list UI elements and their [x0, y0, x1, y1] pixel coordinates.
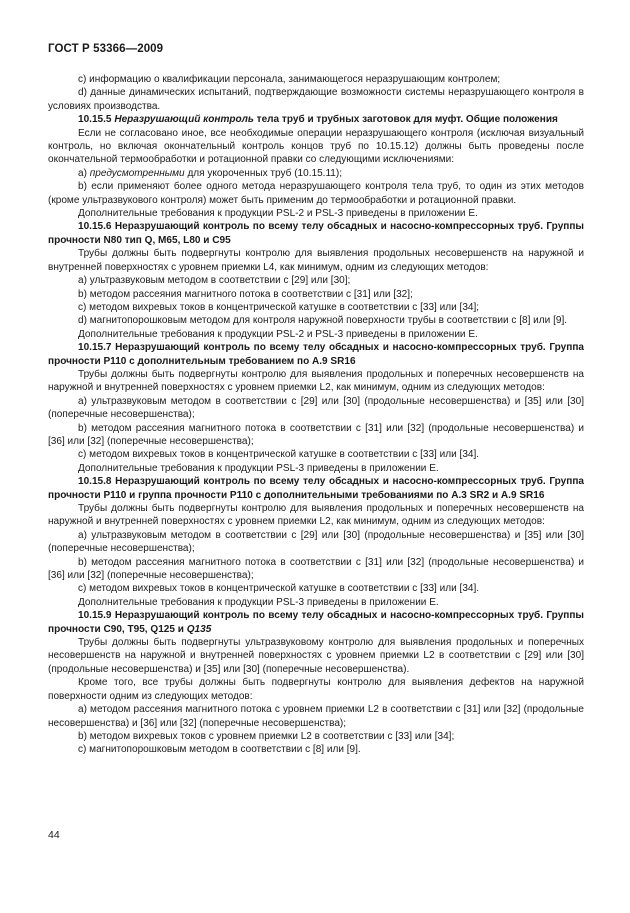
- list-item: c) методом вихревых токов в концентрической катушке в соответствии с [33] или [34].: [78, 583, 480, 595]
- paragraph: Дополнительные требования к продукции PSL-3 приведены в приложении E.: [78, 462, 439, 474]
- section-heading-10-15-8: 10.15.8 Неразрушающий контроль по всему телу обсадных и насосно-компрессорных труб. Группа прочности P110 и группа прочности P110 с дополнительными требованиями по A.3 SR2 и A.9 SR16: [48, 476, 584, 501]
- list-item: b) методом рассеяния магнитного потока в соответствии с [31] или [32] (продольные несовершенства) и [36] или [32] (поперечные несовершенства);: [48, 422, 584, 447]
- list-item: b) методом рассеяния магнитного потока в соответствии с [31] или [32] (продольные несовершенства) и [36] или [32] (поперечные несовершенства);: [48, 556, 584, 582]
- section-heading-10-15-7: 10.15.7 Неразрушающий контроль по всему телу обсадных и насосно-компрессорных труб. Группа прочности P110 с дополнительным требованием по A.9 SR16: [48, 342, 584, 367]
- list-item: c) методом вихревых токов в концентрической катушке в соответствии с [33] или [34];: [78, 301, 480, 313]
- list-item: a) методом рассеяния магнитного потока с уровнем приемки L2 в соответствии с [31] или [32] (продольные несовершенства) и [36] или [32] (поперечные несовершенства);: [48, 704, 584, 729]
- paragraph: Если не согласовано иное, все необходимые операции неразрушающего контроля (исключая визуальный контроль, но включая окончательный контроль концов труб по 10.15.12) должны быть проведены после окончательной термообработки и ротационной правки со следующими исключениями:: [48, 127, 584, 166]
- section-heading-10-15-9: 10.15.9 Неразрушающий контроль по всему телу обсадных и насосно-компрессорных труб. Группы прочности C90, T95, Q125 и Q135: [48, 610, 584, 635]
- list-item: c) информацию о квалификации персонала, занимающегося неразрушающим контролем;: [78, 74, 501, 85]
- list-item: a) ультразвуковым методом в соответствии с [29] или [30] (продольные несовершенства) и [35] или [30] (поперечные несовершенства);: [48, 529, 584, 555]
- document-body: [48, 73, 584, 757]
- list-item: b) методом рассеяния магнитного потока в соответствии с [31] или [32];: [78, 288, 413, 300]
- list-item: a) ультразвуковым методом в соответствии с [29] или [30];: [78, 275, 351, 287]
- paragraph: Дополнительные требования к продукции PSL-3 приведены в приложении E.: [78, 596, 439, 608]
- section-heading-10-15-5: 10.15.5 Неразрушающий контроль тела труб и трубных заготовок для муфт. Общие положения: [78, 114, 558, 126]
- list-item: b) методом вихревых токов с уровнем приемки L2 в соответствии с [33] или [34];: [78, 730, 455, 742]
- paragraph: Трубы должны быть подвергнуты контролю для выявления продольных и поперечных несовершенств на наружной и внутренней поверхностях с уровнем приемки L2, как минимум, одним из следующих методов:: [48, 368, 584, 394]
- list-item: a) ультразвуковым методом в соответствии с [29] или [30] (продольные несовершенства) и [35] или [30] (поперечные несовершенства);: [48, 395, 584, 421]
- list-item: c) магнитопорошковым методом в соответствии с [8] или [9].: [78, 744, 361, 756]
- page-number: 44: [48, 829, 60, 841]
- list-item: d) магнитопорошковым методом для контроля наружной поверхности трубы в соответствии с [8] или [9].: [78, 315, 568, 327]
- paragraph: Трубы должны быть подвергнуты ультразвуковому контролю для выявления продольных и поперечных несовершенств на наружной и внутренней поверхностях с уровнем приемки L2 в соответствии с [29] или [30] (продольные несовершенства) и [35] или [30] (поперечные несовершенства).: [48, 637, 584, 675]
- paragraph: Дополнительные требования к продукции PSL-2 и PSL-3 приведены в приложении E.: [78, 208, 478, 220]
- paragraph: Трубы должны быть подвергнуты контролю для выявления продольных и поперечных несовершенств на наружной и внутренней поверхностях с уровнем приемки L2, как минимум, одним из следующих методов:: [48, 503, 584, 528]
- list-item: b) если применяют более одного метода неразрушающего контроля тела труб, то один из этих методов (кроме ультразвукового контроля) может быть применим до термообработки и ротационной правки.: [48, 181, 584, 206]
- paragraph: Трубы должны быть подвергнуты контролю для выявления продольных несовершенств на наружной и внутренней поверхностях с уровнем приемки L4, как минимум, одним из следующих методов:: [48, 248, 584, 273]
- paragraph: Кроме того, все трубы должны быть подвергнуты контролю для выявления дефектов на наружной поверхности одним из следующих методов:: [48, 677, 584, 702]
- list-item: a) предусмотренными для укороченных труб (10.15.11);: [78, 167, 343, 179]
- document-header: ГОСТ Р 53366—2009: [48, 43, 164, 55]
- list-item: c) методом вихревых токов в концентрической катушке в соответствии с [33] или [34].: [78, 449, 480, 461]
- list-item: d) данные динамических испытаний, подтверждающие возможности системы неразрушающего контроля в условиях производства.: [48, 87, 584, 112]
- section-heading-10-15-6: 10.15.6 Неразрушающий контроль по всему телу обсадных и насосно-компрессорных труб. Группы прочности N80 тип Q, M65, L80 и C95: [48, 221, 584, 246]
- paragraph: Дополнительные требования к продукции PSL-2 и PSL-3 приведены в приложении E.: [78, 328, 478, 340]
